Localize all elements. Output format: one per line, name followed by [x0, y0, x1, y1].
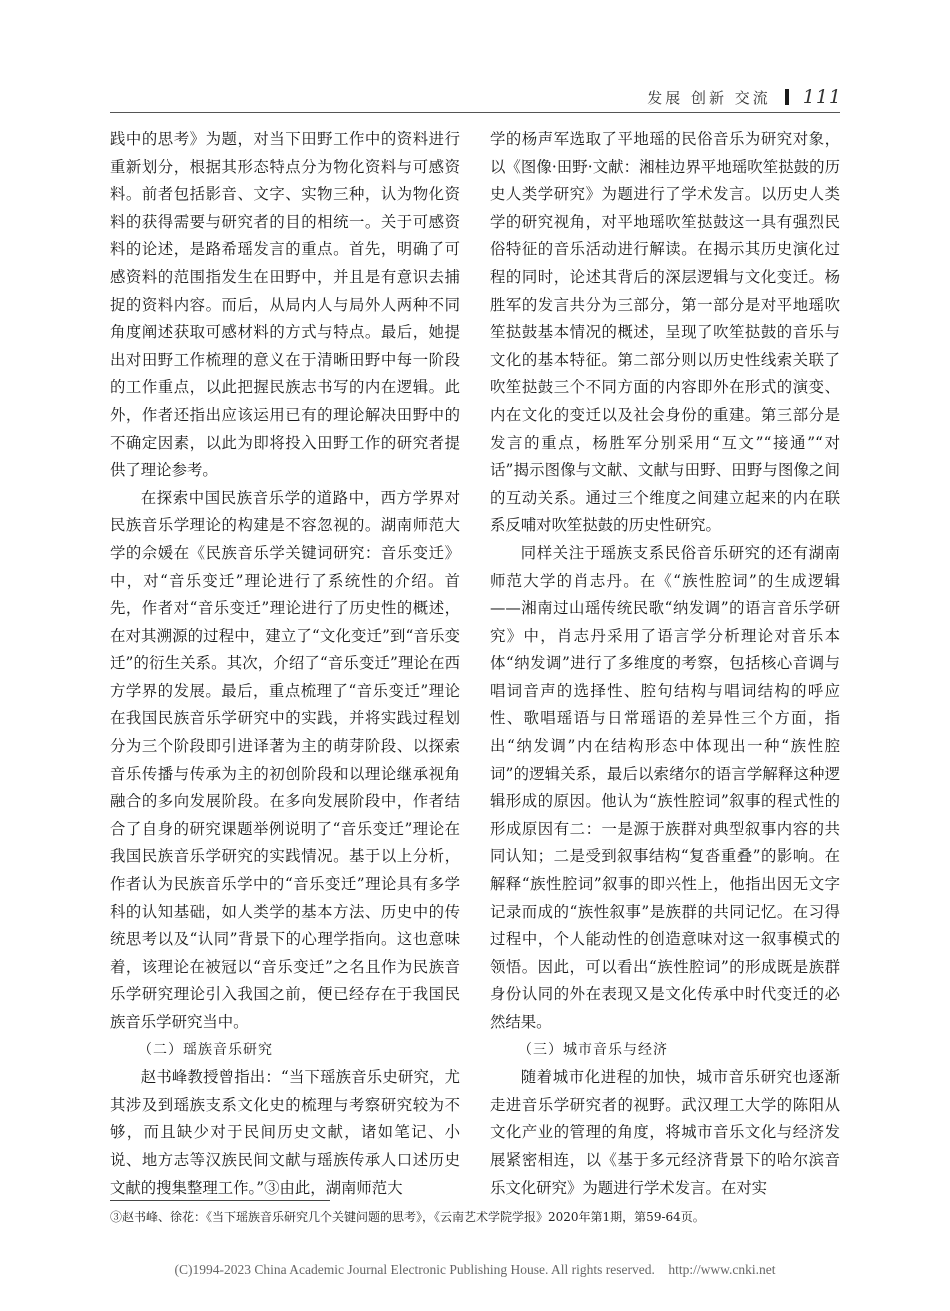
header-rule	[110, 112, 840, 113]
footnote: ③赵书峰、徐花：《当下瑶族音乐研究几个关键问题的思考》，《云南艺术学院学报》2020年第1期，第59-64页。	[110, 1210, 705, 1224]
section-heading-urban-music: （三）城市音乐与经济	[518, 1041, 668, 1058]
left-paragraph-1: 践中的思考》为题，对当下田野工作中的资料进行重新划分，根据其形态特点分为物化资料与可感资料。前者包括影音、文字、实物三种，认为物化资料的获得需要与研究者的目的相统一。关于可感资料的论述，是路希瑶发言的重点。首先，明确了可感资料的范围指发生在田野中，并且是有意识去捕捉的资料内容。而后，从局内人与局外人两种不同角度阐述获取可感材料的方式与特点。最后，她提出对田野工作梳理的意义在于清晰田野中每一阶段的工作重点，以此把握民族志书写的内在逻辑。此外，作者还指出应该运用已有的理论解决田野中的不确定因素，以此为即将投入田野工作的研究者提供了理论参考。	[110, 130, 460, 480]
right-paragraph-2: 同样关注于瑶族支系民俗音乐研究的还有湖南师范大学的肖志丹。在《“族性腔词”的生成逻辑——湘南过山瑶传统民歌“纳发调”的语言音乐学研究》中，肖志丹采用了语言学分析理论对音乐本体“纳发调”进行了多维度的考察，包括核心音调与唱词音声的选择性、腔句结构与唱词结构的呼应性、歌唱瑶语与日常瑶语的差异性三个方面，指出“纳发调”内在结构形态中体现出一种“族性腔词”的逻辑关系，最后以索绪尔的语言学解释这种逻辑形成的原因。他认为“族性腔词”叙事的程式性的形成原因有二：一是源于族群对典型叙事内容的共同认知；二是受到叙事结构“复沓重叠”的影响。在解释“族性腔词”叙事的即兴性上，他指出因无文字记录而成的“族性叙事”是族群的共同记忆。在习得过程中，个人能动性的创造意味对这一叙事模式的领悟。因此，可以看出“族性腔词”的形成既是族群身份认同的外在表现又是文化传承中时代变迁的必然结果。	[490, 543, 840, 1031]
right-paragraph-1: 学的杨声军选取了平地瑶的民俗音乐为研究对象，以《图像·田野·文献：湘桂边界平地瑶吹笙挞鼓的历史人类学研究》为题进行了学术发言。以历史人类学的研究视角，对平地瑶吹笙挞鼓这一具有强烈民俗特征的音乐活动进行解读。在揭示其历史演化过程的同时，论述其背后的深层逻辑与文化变迁。杨胜军的发言共分为三部分，第一部分是对平地瑶吹笙挞鼓基本情况的概述，呈现了吹笙挞鼓的音乐与文化的基本特征。第二部分则以历史性线索关联了吹笙挞鼓三个不同方面的内容即外在形式的演变、内在文化的变迁以及社会身份的重建。第三部分是发言的重点，杨胜军分别采用“互文”“接通”“对话”揭示图像与文献、文献与田野、田野与图像之间的互动关系。通过三个维度之间建立起来的内在联系反哺对吹笙挞鼓的历史性研究。	[490, 130, 840, 535]
copyright-line: (C)1994-2023 China Academic Journal Electronic Publishing House. All rights reserved. http://www.cnki.net	[174, 1262, 776, 1277]
right-paragraph-3: 随着城市化进程的加快，城市音乐研究也逐渐走进音乐学研究者的视野。武汉理工大学的陈阳从文化产业的管理的角度，将城市音乐文化与经济发展紧密相连，以《基于多元经济背景下的哈尔滨音乐文化研究》为题进行学术发言。在对实	[490, 1068, 840, 1197]
page-number: 111	[802, 86, 842, 108]
footnote-rule	[110, 1200, 330, 1201]
left-paragraph-3: 赵书峰教授曾指出：“当下瑶族音乐史研究，尤其涉及到瑶族支系文化史的梳理与考察研究较为不够，而且缺少对于民间历史文献，诸如笔记、小说、地方志等汉族民间文献与瑶族传承人口述历史文献的搜集整理工作。”③由此，湖南师范大	[110, 1068, 460, 1197]
left-paragraph-2: 在探索中国民族音乐学的道路中，西方学界对民族音乐学理论的构建是不容忽视的。湖南师范大学的佘媛在《民族音乐学关键词研究：音乐变迁》中，对“音乐变迁”理论进行了系统性的介绍。首先，作者对“音乐变迁”理论进行了历史性的概述，在对其溯源的过程中，建立了“文化变迁”到“音乐变迁”的衍生关系。其次，介绍了“音乐变迁”理论在西方学界的发展。最后，重点梳理了“音乐变迁”理论在我国民族音乐学研究中的实践，并将实践过程划分为三个阶段即引进译著为主的萌芽阶段、以探索音乐传播与传承为主的初创阶段和以理论继承视角融合的多向发展阶段。在多向发展阶段中，作者结合了自身的研究课题举例说明了“音乐变迁”理论在我国民族音乐学研究的实践情况。基于以上分析，作者认为民族音乐学中的“音乐变迁”理论具有多学科的认知基础，如人类学的基本方法、历史中的传统思考以及“认同”背景下的心理学指向。这也意味着，该理论在被冠以“音乐变迁”之名且作为民族音乐学研究理论引入我国之前，便已经存在于我国民族音乐学研究当中。	[110, 488, 460, 1031]
left-column	[110, 126, 460, 1202]
header-divider-bar	[785, 89, 789, 105]
section-heading-yao-music: （二）瑶族音乐研究	[138, 1041, 273, 1058]
running-header	[647, 84, 842, 110]
right-column	[490, 126, 840, 1202]
header-section-title: 发展 创新 交流	[647, 88, 771, 107]
